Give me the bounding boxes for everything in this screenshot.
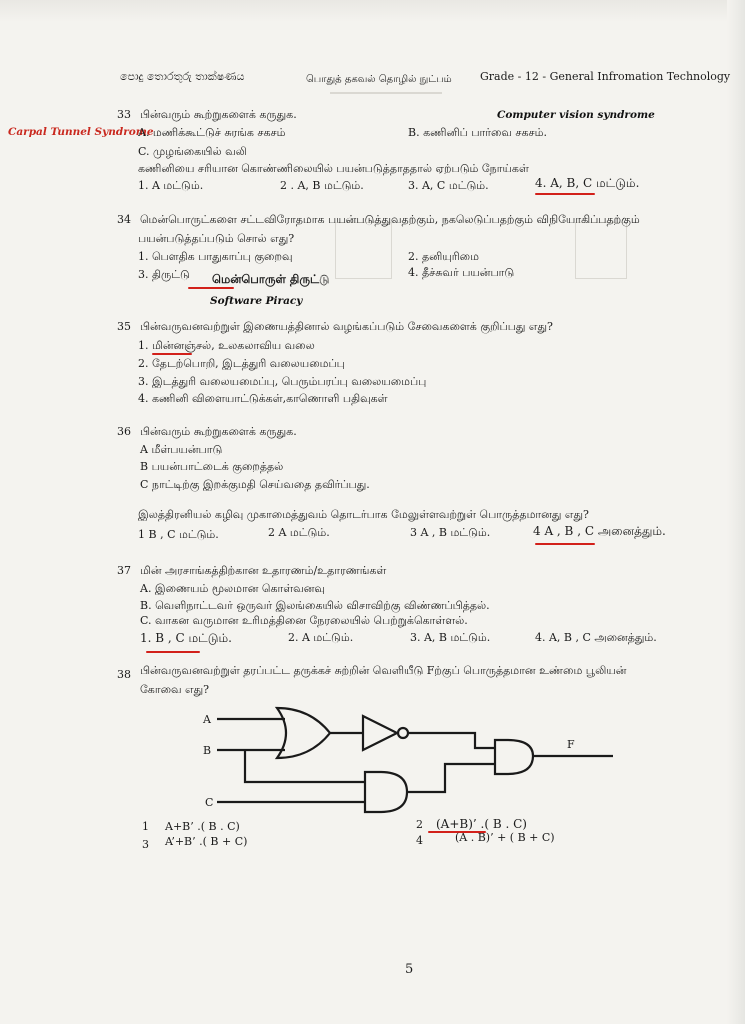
header-grade: Grade - 12 - General Infromation Technology (480, 70, 731, 83)
show-through-line (330, 92, 442, 94)
q36-answer-2: 2 A மட்டும். (268, 526, 330, 539)
q33-number: 33 (117, 108, 131, 121)
q33-question-line: கணினியை சரியான கொண்ணிலையில் பயன்படுத்தாததால் ஏற்படும் நோய்கள் (138, 162, 529, 175)
logic-circuit-diagram (195, 700, 625, 820)
q36-option-b: B பயன்பாட்டைக் குறைத்தல் (140, 460, 284, 473)
and-gate-bottom (365, 772, 407, 812)
and-gate-final (495, 740, 533, 774)
show-through-table (335, 222, 392, 279)
q38-answer-2: (A+B)’ .( B . C) (436, 817, 527, 831)
q33-answer-2: 2 . A, B மட்டும். (280, 179, 364, 192)
q37-option-a: A. இணையம் மூலமான கொள்வனவு (140, 582, 325, 595)
q33-answer-4: 4. A, B, C மட்டும். (535, 176, 640, 190)
q33-handwritten-note-right: Computer vision syndrome (497, 109, 655, 121)
q33-handwritten-note-left: Carpal Tunnel Syndrome (8, 126, 154, 138)
q37-option-c: C. வாகன வருமான உரிமத்தினை நேரலையில் பெற்றுக்கொள்ளல். (140, 614, 468, 627)
q35-answer-4: 4. கணினி விளையாட்டுக்கள்,காணொளி பதிவுகள் (138, 392, 388, 405)
wire-b-branch (245, 750, 365, 782)
q33-red-underline (535, 193, 595, 195)
q38-answer-1-number: 1 (142, 820, 149, 833)
q33-option-c: C. முழங்கையில் வலி (138, 145, 247, 158)
not-bubble (398, 728, 408, 738)
q38-stem-line2: கோவை எது? (140, 683, 210, 696)
q36-answer-4: 4 A , B , C அனைத்தும். (533, 524, 666, 538)
show-through-table (575, 222, 627, 279)
q35-answer-3: 3. இடத்துரி வலையமைப்பு, பெரும்பரப்பு வலையமைப்பு (138, 375, 427, 388)
q36-option-a: A மீள்பயன்பாடு (140, 443, 223, 456)
q38-answer-1: A+B’ .( B . C) (165, 820, 240, 833)
q36-number: 36 (117, 425, 131, 438)
q37-answer-1: 1. B , C மட்டும். (140, 631, 232, 645)
q34-stem-line2: பயன்படுத்தப்படும் சொல் எது? (138, 232, 295, 245)
q37-answer-4: 4. A, B , C அனைத்தும். (535, 631, 657, 644)
q37-answer-2: 2. A மட்டும். (288, 631, 354, 644)
q33-stem: பின்வரும் கூற்றுகளைக் கருதுக. (140, 108, 297, 121)
input-b-label: B (203, 744, 212, 757)
q37-option-b: B. வெளிநாட்டவர் ஒருவர் இலங்கையில் விசாவிற்கு விண்ணப்பித்தல். (140, 599, 490, 612)
q37-answer-3: 3. A, B மட்டும். (410, 631, 491, 644)
page-top-edge (0, 0, 745, 22)
q35-answer-1: 1. மின்னஞ்சல், உலகலாவிய வலை (138, 339, 315, 352)
q36-option-c: C நாட்டிற்கு இறக்குமதி செய்வதை தவிர்ப்பது. (140, 478, 370, 491)
q38-stem-line1: பின்வருவனவற்றுள் தரப்பட்ட தருக்கச் சுற்றின் வெளியீடு Fற்குப் பொருத்தமான உண்மை பூலியன் (140, 664, 627, 677)
q37-red-underline (146, 651, 200, 653)
page-number: 5 (405, 962, 414, 977)
page-right-edge (727, 0, 745, 1024)
q36-stem: பின்வரும் கூற்றுகளைக் கருதுக. (140, 425, 297, 438)
q33-answer-3: 3. A, C மட்டும். (408, 179, 489, 192)
q34-handwritten-note-tamil: மென்பொருள் திருட்டு (212, 272, 330, 286)
q34-number: 34 (117, 213, 131, 226)
wire-and-out (407, 764, 495, 792)
q37-stem: மின் அரசாங்கத்திற்கான உதாரணம்/உதாரணங்கள் (140, 564, 387, 577)
q38-number: 38 (117, 668, 131, 681)
q34-answer-3: 3. திருட்டு (138, 268, 190, 281)
q38-answer-3-number: 3 (142, 838, 149, 851)
input-c-label: C (205, 796, 214, 809)
q37-number: 37 (117, 564, 131, 577)
q36-answer-1: 1 B , C மட்டும். (138, 528, 219, 541)
q35-red-underline (152, 353, 192, 355)
header-tamil: பொதுத் தகவல் தொழில் நுட்பம் (306, 74, 452, 85)
not-gate (363, 716, 397, 750)
q36-red-underline (535, 543, 595, 545)
output-f-label: F (567, 738, 575, 751)
q35-stem: பின்வருவனவற்றுள் இணையத்தினால் வழங்கப்படும் சேவைகளைக் குறிப்பது எது? (140, 320, 553, 333)
q33-option-a: A. மணிக்கூட்டுச் சுரங்க சகசம் (138, 126, 286, 139)
input-a-label: A (203, 713, 211, 726)
q38-answer-4-number: 4 (416, 834, 423, 847)
q35-answer-2: 2. தேடற்பொறி, இடத்துரி வலையமைப்பு (138, 357, 345, 370)
q34-answer-1: 1. பௌதிக பாதுகாப்பு குறைவு (138, 250, 293, 263)
q34-red-underline (188, 287, 234, 289)
q35-number: 35 (117, 320, 131, 333)
q38-answer-3: A’+B’ .( B + C) (165, 835, 248, 848)
q38-answer-4: (A . B)’ + ( B + C) (455, 831, 555, 844)
q36-question-line: இலத்திரனியல் கழிவு முகாமைத்துவம் தொடர்பாக மேலுள்ளவற்றுள் பொருத்தமானது எது? (138, 508, 589, 521)
q34-stem-line1: மென்பொருட்களை சட்டவிரோதமாக பயன்படுத்துவதற்கும், நகலெடுப்பதற்கும் விநியோகிப்பதற்கும் (140, 213, 640, 226)
q33-option-b: B. கணினிப் பார்வை சகசம். (408, 126, 547, 139)
wire-not-out (408, 733, 495, 748)
q34-answer-4: 4. தீச்சுவர் பயன்பாடு (408, 266, 515, 279)
q38-answer-2-number: 2 (416, 818, 423, 831)
q36-answer-3: 3 A , B மட்டும். (410, 526, 491, 539)
q34-answer-2: 2. தனியுரிமை (408, 250, 479, 263)
q33-answer-1: 1. A மட்டும். (138, 179, 204, 192)
q34-handwritten-note-english: Software Piracy (210, 295, 303, 307)
header-sinhala: පොදු තොරතුරු තාක්ෂණය (120, 70, 245, 83)
